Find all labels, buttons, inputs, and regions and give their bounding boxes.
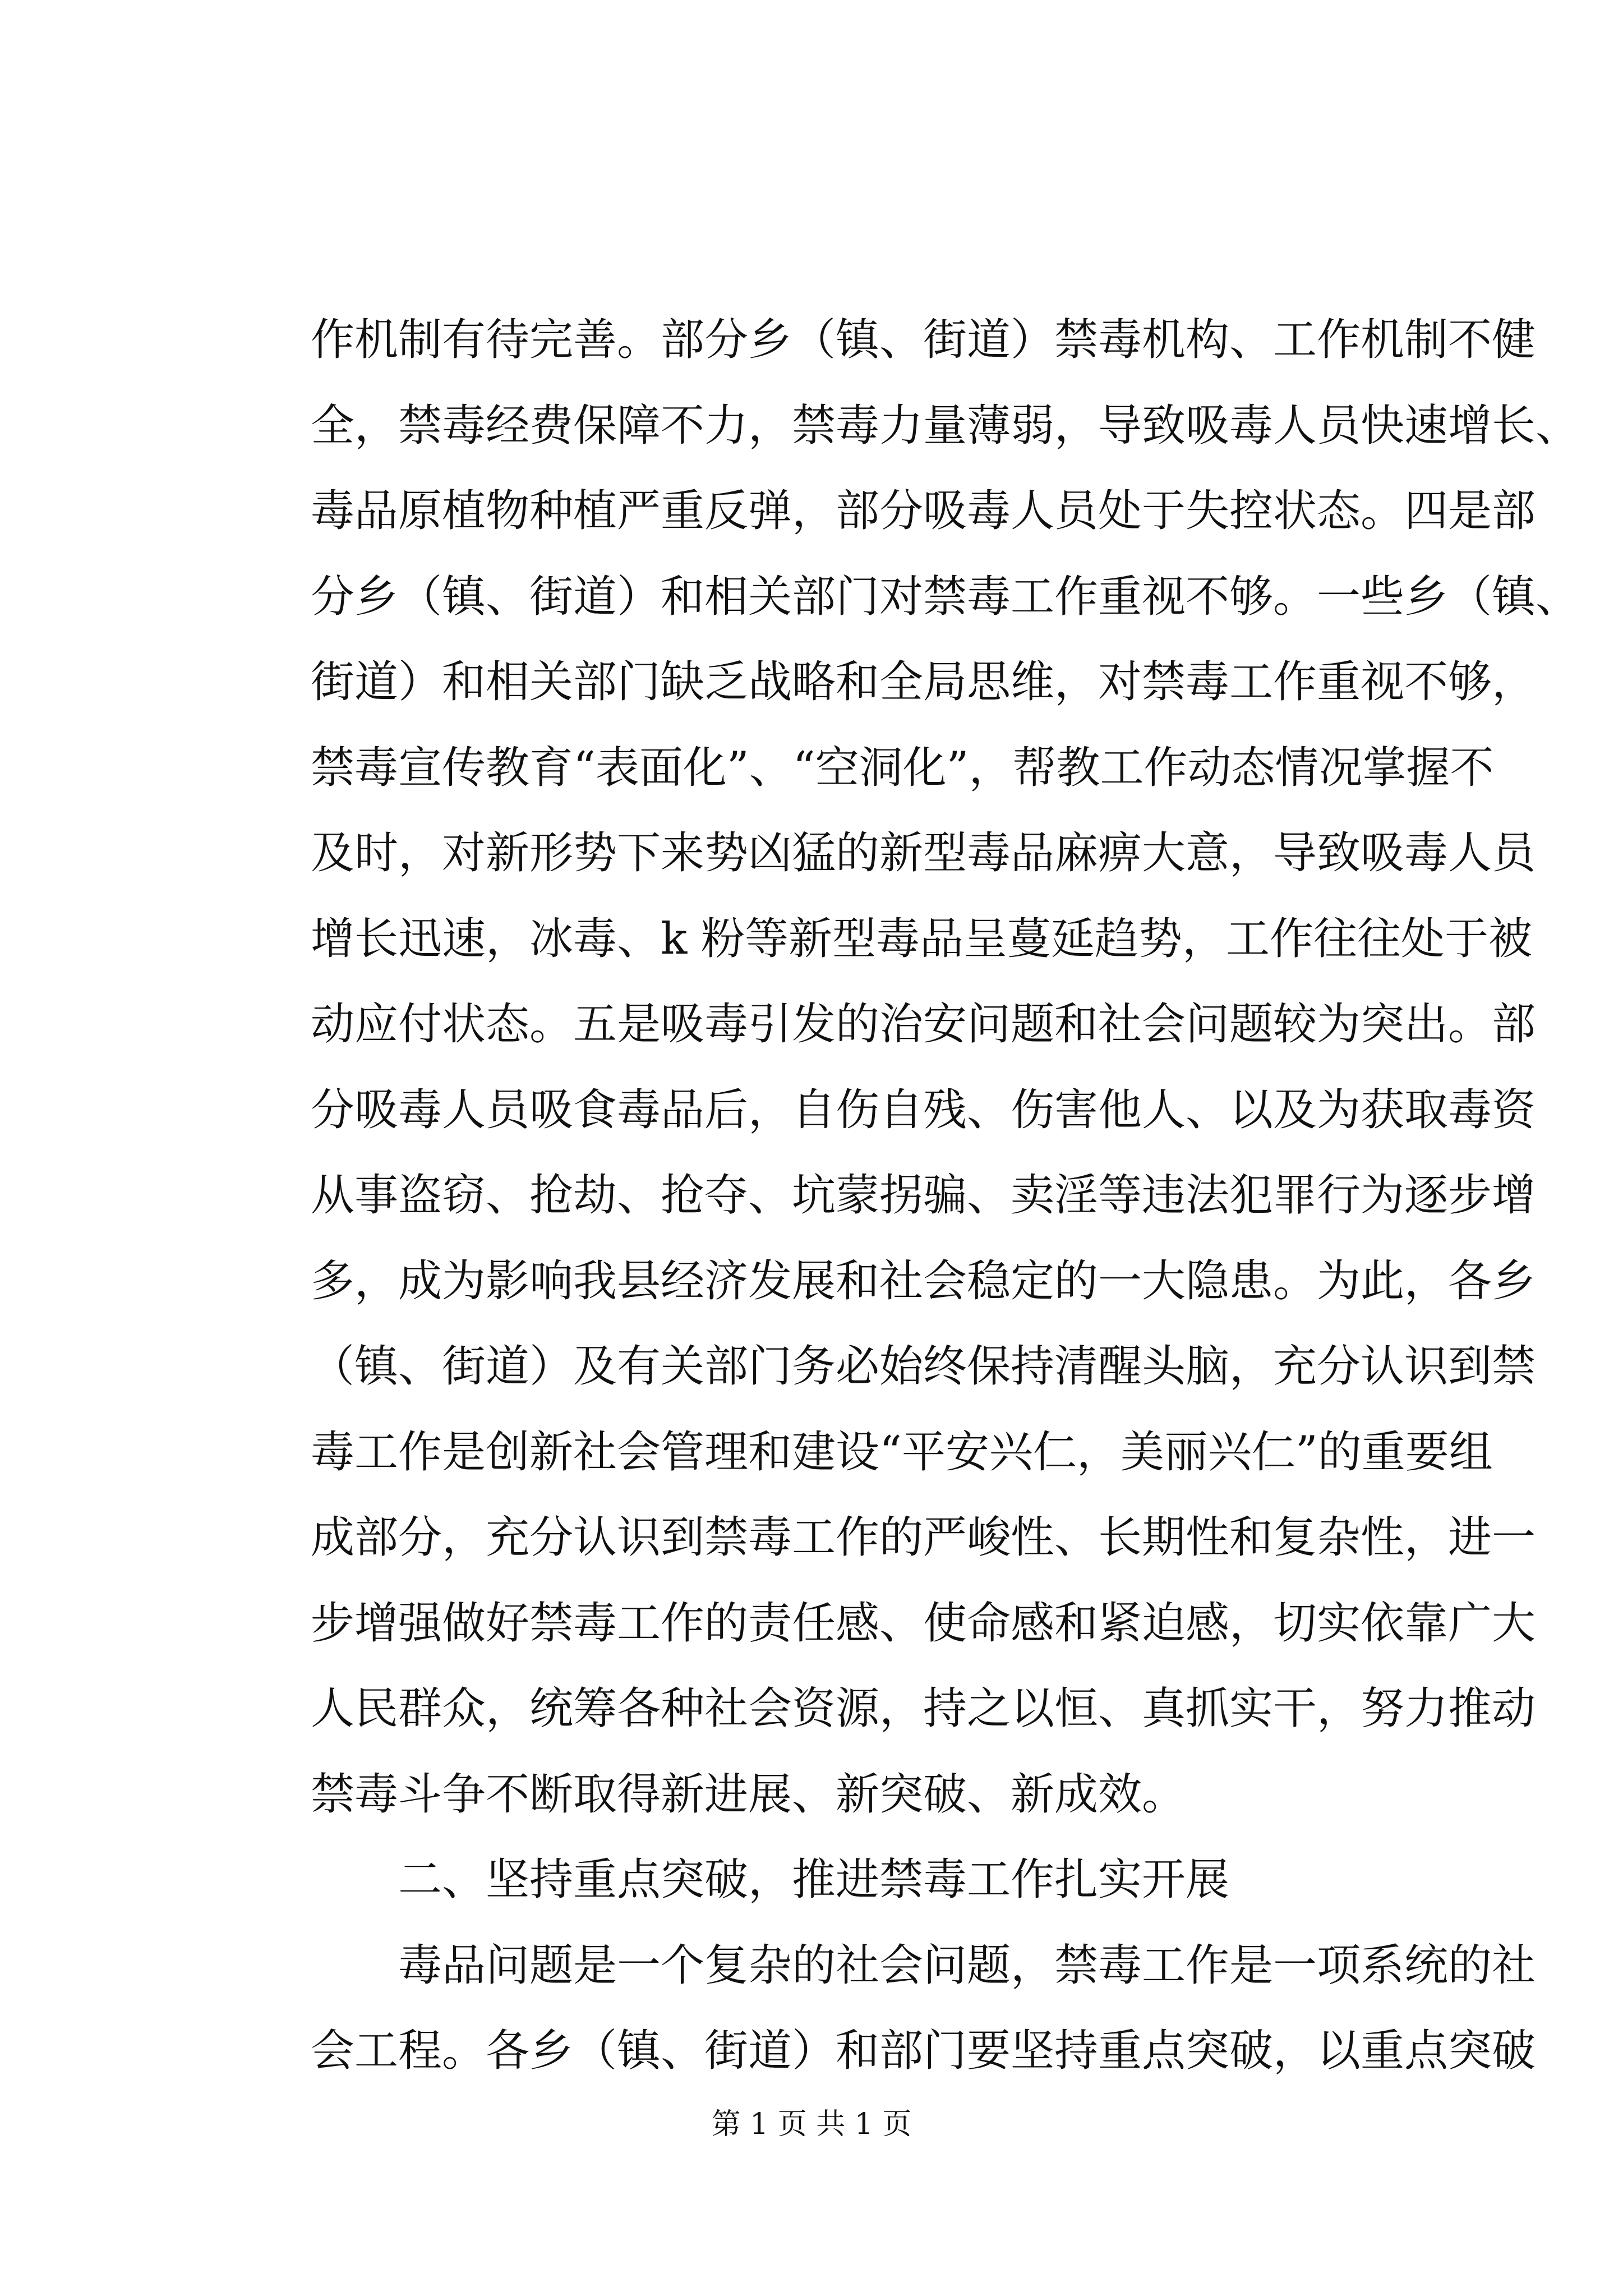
text-line: 多，成为影响我县经济发展和社会稳定的一大隐患。为此，各乡 [311, 1255, 1536, 1306]
text-line: 街道）和相关部门缺乏战略和全局思维，对禁毒工作重视不够， [311, 657, 1536, 707]
text-line: 禁毒宣传教育“表面化”、“空洞化”，帮教工作动态情况掌握不 [311, 742, 1494, 793]
text-line: 全，禁毒经费保障不力，禁毒力量薄弱，导致吸毒人员快速增长、 [311, 400, 1580, 451]
paragraph-first-line: 毒品问题是一个复杂的社会问题，禁毒工作是一项系统的社 [398, 1940, 1536, 1991]
page-footer: 第 1 页 共 1 页 [711, 2108, 912, 2141]
text-line: 分吸毒人员吸食毒品后，自伤自残、伤害他人、以及为获取毒资 [311, 1084, 1536, 1135]
text-line: 毒品原植物种植严重反弹，部分吸毒人员处于失控状态。四是部 [311, 486, 1536, 536]
text-line: 增长迅速，冰毒、k 粉等新型毒品呈蔓延趋势，工作往往处于被 [311, 913, 1533, 964]
text-line: 毒工作是创新社会管理和建设“平安兴仁，美丽兴仁”的重要组 [311, 1427, 1493, 1478]
text-line: （镇、街道）及有关部门务必始终保持清醒头脑，充分认识到禁 [311, 1341, 1536, 1392]
text-line: 动应付状态。五是吸毒引发的治安问题和社会问题较为突出。部 [311, 999, 1536, 1050]
body-text [311, 297, 1580, 2094]
text-line: 会工程。各乡（镇、街道）和部门要坚持重点突破，以重点突破 [311, 2026, 1536, 2076]
text-line: 从事盗窃、抢劫、抢夺、坑蒙拐骗、卖淫等违法犯罪行为逐步增 [311, 1170, 1536, 1221]
text-line: 步增强做好禁毒工作的责任感、使命感和紧迫感，切实依靠广大 [311, 1598, 1536, 1649]
text-line: 人民群众，统筹各种社会资源，持之以恒、真抓实干，努力推动 [311, 1683, 1536, 1734]
paragraph-end-line: 禁毒斗争不断取得新进展、新突破、新成效。 [311, 1769, 1186, 1820]
section-heading: 二、坚持重点突破，推进禁毒工作扎实开展 [398, 1855, 1230, 1905]
text-line: 成部分，充分认识到禁毒工作的严峻性、长期性和复杂性，进一 [311, 1512, 1536, 1563]
text-line: 作机制有待完善。部分乡（镇、街道）禁毒机构、工作机制不健 [311, 315, 1536, 365]
text-line: 分乡（镇、街道）和相关部门对禁毒工作重视不够。一些乡（镇、 [311, 571, 1580, 622]
text-line: 及时，对新形势下来势凶猛的新型毒品麻痹大意，导致吸毒人员 [311, 828, 1536, 878]
